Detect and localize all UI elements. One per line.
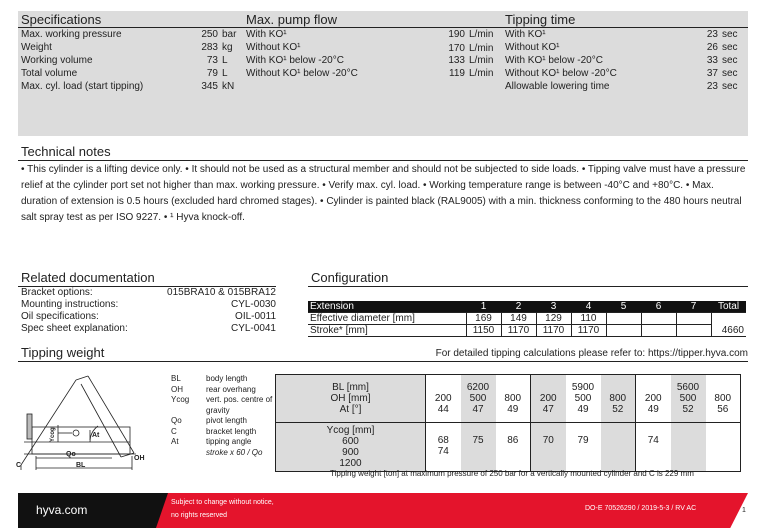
specifications-title: Specifications bbox=[18, 11, 246, 28]
legend-desc: bracket length bbox=[206, 426, 257, 436]
pump-flow-value: 190 bbox=[448, 29, 465, 40]
tw-header-cell bbox=[276, 375, 426, 423]
legend-row bbox=[171, 427, 276, 438]
spec-unit: L bbox=[222, 68, 228, 79]
tw-oh-value: 200 bbox=[644, 393, 662, 404]
config-header-cell: 5 bbox=[606, 301, 641, 313]
tw-ycog-cell bbox=[276, 423, 426, 472]
tw-weight-900 bbox=[566, 446, 601, 457]
tw-oh-value: 500 bbox=[469, 393, 487, 404]
tw-weight-900 bbox=[601, 446, 636, 457]
tipping-time-section bbox=[502, 11, 748, 93]
pump-flow-row bbox=[243, 28, 505, 41]
related-doc-row bbox=[18, 311, 276, 323]
config-cell: 169 bbox=[466, 313, 501, 325]
tw-oh-value: 500 bbox=[574, 393, 592, 404]
diagram-label-at: At bbox=[92, 432, 100, 439]
tipping-weight-table bbox=[275, 374, 741, 472]
legend-abbr: BL bbox=[171, 374, 181, 383]
tw-config-cell bbox=[566, 375, 601, 423]
tw-bl-value bbox=[636, 382, 671, 393]
footer-note-line2: no rights reserved bbox=[171, 512, 228, 519]
tw-config-cell bbox=[671, 375, 706, 423]
config-header-cell: 4 bbox=[571, 301, 606, 313]
tipping-weight-caption: Tipping weight [ton] at maximum pressure of 250 bar for a vertically mounted cylinder and C is 229 mm bbox=[330, 469, 694, 478]
tw-label-ycog-900: 900 bbox=[342, 447, 359, 458]
tw-config-cell bbox=[531, 375, 566, 423]
spec-unit: kN bbox=[222, 81, 235, 92]
technical-notes-text: • This cylinder is a lifting device only. • It should not be used as a structural member and should not be subjected to side loads. • Tipping valve must have a pressure relief at the cylinder port set not higher than max. working pressure. • Verify max. cyl. load. • Working temperature range is between -40°C and +80°C. • Max. duration of extension is 0.5 hours (excluded hard chromed stages). • Cylinder is painted black (RAL9005) with a min. thickness conforming to the 480 hours neutral salt spray test as per ISO 9227. • ¹ Hyva knock-off. bbox=[21, 164, 746, 223]
config-cell: 1150 bbox=[466, 325, 501, 337]
tw-weight-cell bbox=[706, 423, 741, 472]
footer-doc-id: DO-E 70526290 / 2019-5-3 / RV AC bbox=[585, 505, 697, 512]
legend-row bbox=[171, 395, 276, 416]
related-doc-row bbox=[18, 323, 276, 335]
legend-row bbox=[171, 416, 276, 427]
tw-weight-cell bbox=[531, 423, 566, 472]
legend-desc: rear overhang bbox=[206, 384, 256, 394]
spec-unit: kg bbox=[222, 42, 233, 53]
legend-desc: pivot length bbox=[206, 416, 247, 425]
body-outline bbox=[32, 427, 130, 454]
tw-weight-900 bbox=[531, 446, 566, 457]
spec-value: 283 bbox=[201, 42, 218, 53]
related-doc-label: Bracket options: bbox=[21, 287, 93, 298]
diagram-label-c: C bbox=[16, 462, 22, 469]
tw-at-value: 52 bbox=[682, 404, 694, 415]
tw-weight-600 bbox=[671, 435, 706, 446]
pump-flow-label: Without KO¹ bbox=[246, 42, 301, 53]
legend-row bbox=[171, 374, 276, 385]
tw-label-ycog-600: 600 bbox=[342, 436, 359, 447]
config-header-cell: 1 bbox=[466, 301, 501, 313]
config-header-cell: 3 bbox=[536, 301, 571, 313]
tw-weight-900 bbox=[461, 446, 496, 457]
tw-at-value: 49 bbox=[577, 404, 589, 415]
spec-value: 345 bbox=[201, 81, 218, 92]
legend-desc: tipping angle bbox=[206, 437, 252, 446]
tw-label-ycog: Ycog [mm] bbox=[326, 425, 375, 436]
tw-at-value: 56 bbox=[717, 404, 729, 415]
tipping-time-row bbox=[502, 80, 748, 93]
pump-flow-unit: L/min bbox=[469, 29, 494, 40]
config-row bbox=[308, 325, 746, 337]
configuration-title: Configuration bbox=[308, 270, 748, 287]
tw-weight-900 bbox=[496, 446, 531, 457]
tipping-time-unit: sec bbox=[722, 55, 738, 66]
config-row bbox=[308, 313, 746, 325]
footer-note bbox=[171, 496, 274, 522]
config-total: 4660 bbox=[711, 313, 746, 337]
tw-weight-600 bbox=[601, 435, 636, 446]
tw-weight-900: 74 bbox=[437, 446, 449, 457]
config-header-cell: Total bbox=[711, 301, 746, 313]
config-cell bbox=[606, 325, 641, 337]
related-doc-label: Oil specifications: bbox=[21, 311, 99, 322]
config-header-cell: Extension bbox=[308, 301, 466, 313]
tipping-diagram bbox=[16, 370, 152, 472]
spec-row bbox=[18, 41, 246, 54]
spec-unit: bar bbox=[222, 29, 237, 40]
spec-value: 73 bbox=[206, 55, 218, 66]
related-doc-row bbox=[18, 299, 276, 311]
tw-oh-value: 200 bbox=[434, 393, 452, 404]
tw-weight-cell bbox=[601, 423, 636, 472]
diagram-label-qo: Qo bbox=[66, 451, 76, 458]
tw-weight-cell bbox=[461, 423, 496, 472]
diagram-legend bbox=[171, 374, 276, 458]
tw-label-at: At [°] bbox=[339, 404, 362, 415]
config-cell: 129 bbox=[536, 313, 571, 325]
pump-flow-label: With KO¹ below -20°C bbox=[246, 55, 344, 66]
tw-at-value: 49 bbox=[507, 404, 519, 415]
tw-bl-value bbox=[426, 382, 461, 393]
config-cell bbox=[676, 313, 711, 325]
config-cell bbox=[641, 325, 676, 337]
pump-flow-value: 170 bbox=[448, 43, 465, 54]
tipping-time-row bbox=[502, 67, 748, 80]
pump-flow-unit: L/min bbox=[469, 43, 494, 54]
legend-desc: stroke x 60 / Qo bbox=[206, 447, 263, 457]
tw-at-value: 47 bbox=[542, 404, 554, 415]
config-row-label: Stroke* [mm] bbox=[308, 325, 466, 337]
legend-abbr: OH bbox=[171, 384, 183, 394]
tw-bl-value: 5900 bbox=[571, 382, 595, 393]
tw-weight-900 bbox=[706, 446, 741, 457]
tipping-weight-header bbox=[18, 345, 748, 362]
tw-label-oh: OH [mm] bbox=[330, 393, 371, 404]
tw-bl-value bbox=[601, 382, 636, 393]
tw-bl-value bbox=[706, 382, 741, 393]
tipping-time-value: 23 bbox=[706, 81, 718, 92]
tw-oh-value: 800 bbox=[609, 393, 627, 404]
config-header-cell: 7 bbox=[676, 301, 711, 313]
tipping-time-row bbox=[502, 54, 748, 67]
tw-label-bl: BL [mm] bbox=[332, 382, 369, 393]
legend-row bbox=[171, 437, 276, 448]
related-doc-value[interactable]: 015BRA10 & 015BRA12 bbox=[167, 287, 276, 298]
pump-flow-row bbox=[243, 54, 505, 67]
related-doc-value[interactable]: OIL-0011 bbox=[235, 311, 276, 322]
pump-flow-value: 119 bbox=[449, 68, 465, 79]
spec-row bbox=[18, 28, 246, 41]
related-documentation bbox=[18, 270, 276, 335]
tw-config-cell bbox=[496, 375, 531, 423]
tw-bl-value: 6200 bbox=[466, 382, 490, 393]
spec-label: Max. cyl. load (start tipping) bbox=[21, 81, 144, 92]
tw-config-cell bbox=[426, 375, 461, 423]
config-cell bbox=[606, 313, 641, 325]
tw-weight-600 bbox=[706, 435, 741, 446]
config-row-label: Effective diameter [mm] bbox=[308, 313, 466, 325]
tw-oh-value: 500 bbox=[679, 393, 697, 404]
pump-flow-title: Max. pump flow bbox=[243, 11, 505, 28]
cylinder-post bbox=[27, 414, 32, 439]
tw-oh-value: 200 bbox=[539, 393, 557, 404]
tw-weight-600: 79 bbox=[577, 435, 589, 446]
diagram-label-bl: BL bbox=[76, 462, 86, 469]
diagram-label-ycog: Ycog bbox=[50, 427, 56, 442]
pump-flow-unit: L/min bbox=[469, 68, 494, 79]
pump-flow-row bbox=[243, 67, 505, 80]
legend-abbr: At bbox=[171, 437, 179, 446]
tipping-time-unit: sec bbox=[722, 29, 738, 40]
spec-label: Total volume bbox=[21, 68, 78, 79]
specs-panel bbox=[18, 11, 748, 136]
tipping-time-value: 26 bbox=[706, 42, 718, 53]
config-cell: 1170 bbox=[501, 325, 536, 337]
technical-notes-title: Technical notes bbox=[18, 144, 748, 161]
related-doc-value[interactable]: CYL-0041 bbox=[230, 323, 276, 334]
tipping-time-title: Tipping time bbox=[502, 11, 748, 28]
spec-label: Max. working pressure bbox=[21, 29, 122, 40]
tw-weight-900 bbox=[671, 446, 706, 457]
tw-config-cell bbox=[461, 375, 496, 423]
tipping-time-unit: sec bbox=[722, 81, 738, 92]
pump-flow-section bbox=[243, 11, 505, 80]
technical-notes bbox=[18, 144, 748, 226]
tw-at-value: 52 bbox=[612, 404, 624, 415]
tipping-time-label: With KO¹ bbox=[505, 29, 546, 40]
spec-label: Weight bbox=[21, 42, 52, 53]
tw-weight-cell bbox=[671, 423, 706, 472]
tw-weight-cell bbox=[426, 423, 461, 472]
tw-bl-value: 5600 bbox=[676, 382, 700, 393]
legend-abbr bbox=[171, 448, 206, 459]
tipping-time-value: 33 bbox=[706, 55, 718, 66]
legend-abbr: Qo bbox=[171, 416, 182, 425]
pump-flow-value: 133 bbox=[448, 55, 465, 66]
legend-abbr: Ycog bbox=[171, 395, 190, 404]
spec-value: 79 bbox=[206, 68, 218, 79]
spec-row bbox=[18, 54, 246, 67]
tipping-time-row bbox=[502, 41, 748, 54]
configuration bbox=[308, 270, 748, 337]
related-documentation-title: Related documentation bbox=[18, 270, 276, 287]
tw-at-value: 44 bbox=[437, 404, 449, 415]
tipping-weight-title: Tipping weight bbox=[21, 345, 105, 360]
tw-config-cell bbox=[706, 375, 741, 423]
tw-oh-value: 800 bbox=[504, 393, 522, 404]
config-cell bbox=[676, 325, 711, 337]
related-doc-value[interactable]: CYL-0030 bbox=[230, 299, 276, 310]
tw-oh-value: 800 bbox=[714, 393, 732, 404]
tw-config-cell bbox=[636, 375, 671, 423]
pump-flow-unit: L/min bbox=[469, 55, 494, 66]
diagram-label-oh: OH bbox=[134, 455, 145, 462]
tipping-time-label: Allowable lowering time bbox=[505, 81, 610, 92]
spec-unit: L bbox=[222, 55, 228, 66]
configuration-table bbox=[308, 301, 746, 337]
tipping-time-unit: sec bbox=[722, 68, 738, 79]
related-doc-label: Spec sheet explanation: bbox=[21, 323, 128, 334]
tw-weight-cell bbox=[566, 423, 601, 472]
tw-label-ycog-1200: 1200 bbox=[339, 458, 362, 469]
tw-bl-value bbox=[496, 382, 531, 393]
tw-bl-value bbox=[531, 382, 566, 393]
pump-flow-label: With KO¹ bbox=[246, 29, 287, 40]
tw-weight-600: 74 bbox=[647, 435, 659, 446]
spec-value: 250 bbox=[201, 29, 218, 40]
spec-row bbox=[18, 67, 246, 80]
tw-at-value: 49 bbox=[647, 404, 659, 415]
tw-weight-cell bbox=[636, 423, 671, 472]
specifications-section bbox=[18, 11, 246, 93]
tw-config-cell bbox=[601, 375, 636, 423]
tipping-time-row bbox=[502, 28, 748, 41]
tw-at-value: 47 bbox=[472, 404, 484, 415]
pump-flow-row bbox=[243, 41, 505, 54]
spec-row bbox=[18, 80, 246, 93]
legend-row bbox=[171, 448, 276, 459]
tw-weight-600: 75 bbox=[472, 435, 484, 446]
config-cell: 149 bbox=[501, 313, 536, 325]
legend-desc: vert. pos. centre of gravity bbox=[206, 395, 273, 415]
tw-weight-900 bbox=[636, 446, 671, 457]
config-cell: 110 bbox=[571, 313, 606, 325]
legend-row bbox=[171, 385, 276, 396]
spec-label: Working volume bbox=[21, 55, 93, 66]
pump-flow-label: Without KO¹ below -20°C bbox=[246, 68, 358, 79]
tipping-time-value: 37 bbox=[706, 68, 718, 79]
config-header-cell: 2 bbox=[501, 301, 536, 313]
tw-weight-cell bbox=[496, 423, 531, 472]
footer bbox=[18, 493, 748, 528]
legend-desc: body length bbox=[206, 374, 248, 383]
tipping-calculations-link[interactable]: For detailed tipping calculations please refer to: https://tipper.hyva.com bbox=[435, 348, 748, 359]
tw-weight-600: 86 bbox=[507, 435, 519, 446]
related-doc-row bbox=[18, 287, 276, 299]
footer-brand[interactable]: hyva.com bbox=[36, 503, 88, 517]
tipping-time-label: With KO¹ below -20°C bbox=[505, 55, 603, 66]
tw-weight-600: 68 bbox=[437, 435, 449, 446]
footer-note-line1: Subject to change without notice, bbox=[171, 499, 274, 506]
config-cell bbox=[641, 313, 676, 325]
related-doc-label: Mounting instructions: bbox=[21, 299, 119, 310]
tipping-time-unit: sec bbox=[722, 42, 738, 53]
config-header-cell: 6 bbox=[641, 301, 676, 313]
config-cell: 1170 bbox=[536, 325, 571, 337]
tipping-time-label: Without KO¹ below -20°C bbox=[505, 68, 617, 79]
tipping-time-label: Without KO¹ bbox=[505, 42, 560, 53]
config-cell: 1170 bbox=[571, 325, 606, 337]
legend-abbr: C bbox=[171, 426, 177, 436]
tipping-time-value: 23 bbox=[706, 29, 718, 40]
page-number: 1 bbox=[742, 507, 746, 514]
tw-weight-600: 70 bbox=[542, 435, 554, 446]
